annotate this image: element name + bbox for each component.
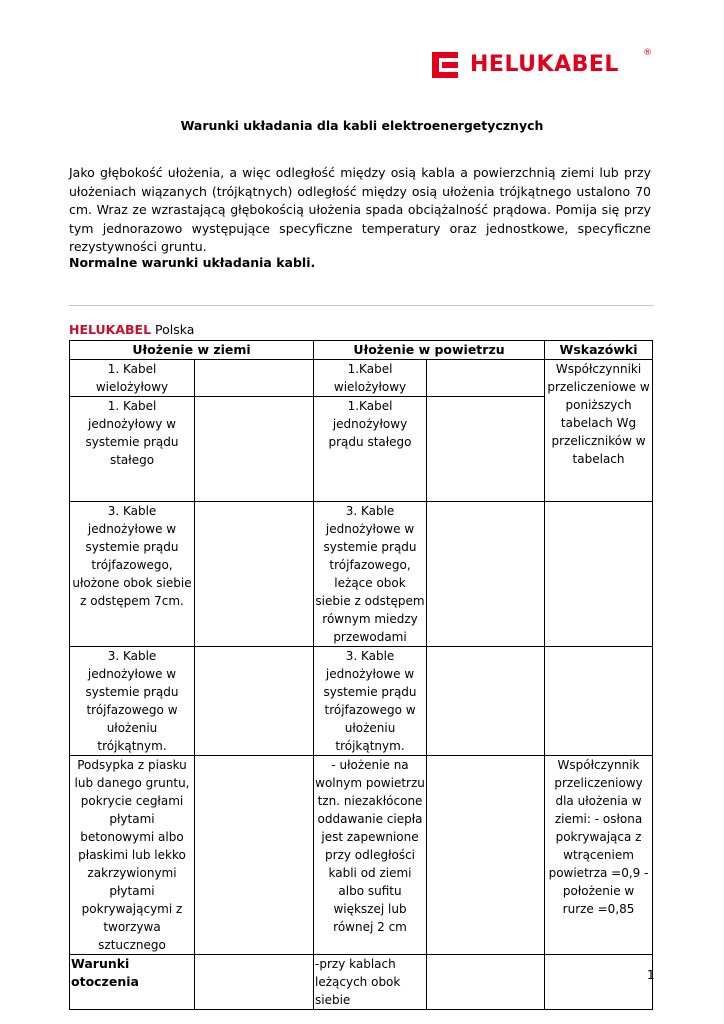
cell-air-extra <box>427 360 545 397</box>
cable-conditions-table <box>69 340 653 1010</box>
cell-air: 3. Kable jednożyłowe w systemie prądu trójfazowego w ułożeniu trójkątnym. <box>314 647 427 756</box>
cell-notes <box>545 502 653 647</box>
cell-ground: 3. Kable jednożyłowe w systemie prądu trójfazowego, ułożone obok siebie z odstępem 7cm. <box>70 502 195 647</box>
logo-mark-icon <box>432 52 458 78</box>
cell-air-extra <box>427 756 545 955</box>
cell-ground-extra <box>195 360 314 397</box>
cell-ground-extra <box>195 756 314 955</box>
cell-ground: Podsypka z piasku lub danego gruntu, pokrycie cegłami płytami betonowymi albo płaskimi lub lekko zakrzywionymi płytami pokrywającymi z tworzywa sztucznego <box>70 756 195 955</box>
company-brand: HELUKABEL <box>69 322 152 337</box>
table-row <box>70 360 653 397</box>
cell-ground: 3. Kable jednożyłowe w systemie prądu trójfazowego w ułożeniu trójkątnym. <box>70 647 195 756</box>
cell-air-extra <box>427 502 545 647</box>
cell-ground-extra <box>195 955 314 1010</box>
cell-ground-extra <box>195 397 314 502</box>
cell-air: 1.Kabel wielożyłowy <box>314 360 427 397</box>
cell-notes: Współczynniki przeliczeniowe w poniższych tabelach Wg przeliczników w tabelach <box>545 360 653 502</box>
intro-paragraph: Jako głębokość ułożenia, a więc odległość między osią kabla a powierzchnią ziemi lub przy ułożeniach wiązanych (trójkątnych) odległość między osią ułożenia trójkątnego ustalono 70 cm. Wraz ze wzrastającą głębokością ułożenia spada obciążalność prądowa. Pomija się przy tym jednorazowo występujące specyficzne temperatury oraz jednostkowe, specyficzne rezystywności gruntu. <box>69 165 651 254</box>
header-notes: Wskazówki <box>545 341 653 360</box>
cell-air: 1.Kabel jednożyłowy prądu stałego <box>314 397 427 502</box>
header-ground: Ułożenie w ziemi <box>70 341 314 360</box>
document-title: Warunki układania dla kabli elektroenergetycznych <box>180 118 544 133</box>
cell-notes: Współczynnik przeliczeniowy dla ułożenia w ziemi: - osłona pokrywająca z wtrąceniem powietrza =0,9 - położenie w rurze =0,85 <box>545 756 653 955</box>
page-number: 1 <box>647 968 655 982</box>
cell-ground: Warunki otoczenia <box>70 955 195 1010</box>
table-row <box>70 955 653 1010</box>
cell-air-extra <box>427 397 545 502</box>
cell-notes <box>545 647 653 756</box>
company-country: Polska <box>155 322 195 337</box>
table-header-row <box>70 341 653 360</box>
table-row <box>70 756 653 955</box>
cell-air-extra <box>427 647 545 756</box>
cell-air: 3. Kable jednożyłowe w systemie prądu trójfazowego, leżące obok siebie z odstępem równym miedzy przewodami <box>314 502 427 647</box>
divider <box>69 305 654 306</box>
cell-ground: 1. Kabel wielożyłowy <box>70 360 195 397</box>
cell-ground-extra <box>195 502 314 647</box>
company-line <box>69 322 194 337</box>
cell-ground: 1. Kabel jednożyłowy w systemie prądu stałego <box>70 397 195 502</box>
logo-registered-mark: ® <box>643 48 652 58</box>
cell-air: - ułożenie na wolnym powietrzu tzn. niezakłócone oddawanie ciepła jest zapewnione przy odległości kabli od ziemi albo sufitu większej lub równej 2 cm <box>314 756 427 955</box>
cell-ground-extra <box>195 647 314 756</box>
table-row <box>70 647 653 756</box>
header-air: Ułożenie w powietrzu <box>314 341 545 360</box>
cell-air: -przy kablach leżących obok siebie <box>314 955 427 1010</box>
cell-air-extra <box>427 955 545 1010</box>
subheading: Normalne warunki układania kabli. <box>69 255 316 270</box>
cell-notes <box>545 955 653 1010</box>
logo-text: HELUKABEL <box>470 52 619 77</box>
table-row <box>70 502 653 647</box>
